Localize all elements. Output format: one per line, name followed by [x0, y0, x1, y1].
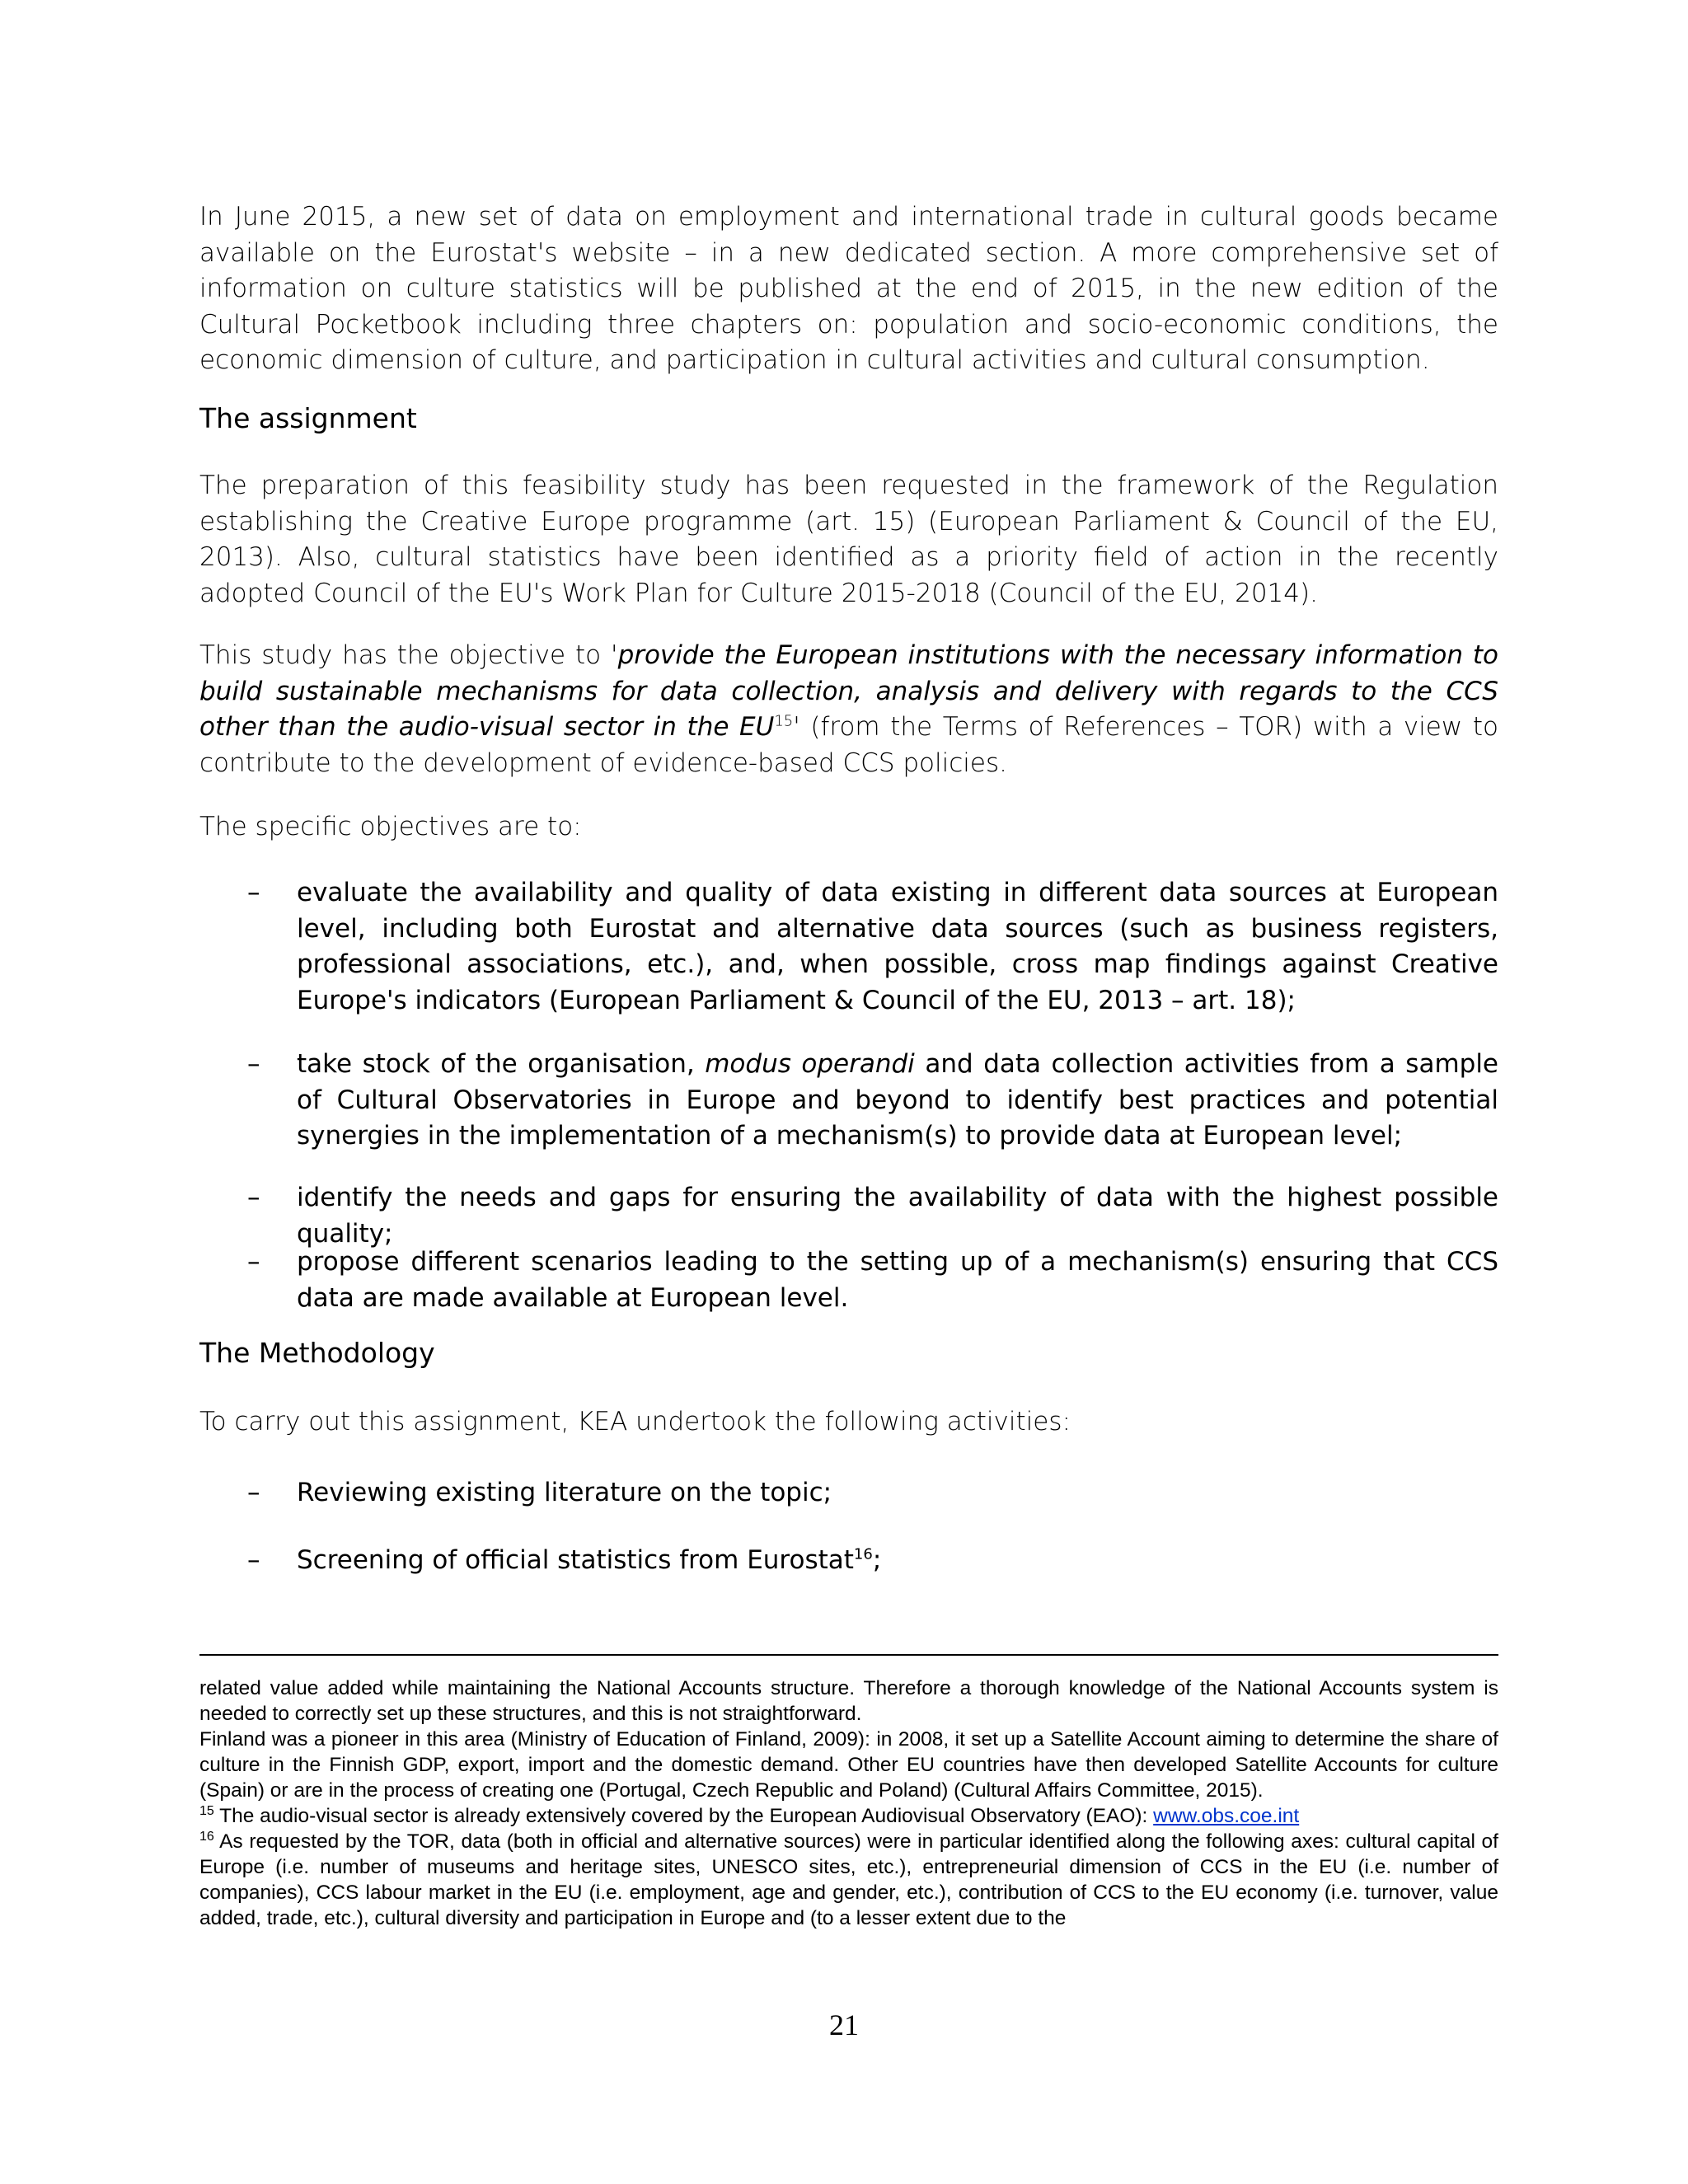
footnote-separator [199, 1654, 1498, 1656]
objective-tail: ' (from the Terms of References – TOR) with a view to contribute to the development of evidence-based CCS policies. [199, 712, 1498, 778]
footnotes [199, 1675, 1498, 1931]
intro-paragraph [199, 199, 1498, 379]
activity-text-part: Screening of official statistics from Eurostat [297, 1545, 854, 1575]
assignment-paragraph-2 [199, 638, 1498, 781]
objective-text: propose different scenarios leading to the setting up of a mechanism(s) ensuring that CCS data are made available at European level. [297, 1247, 1498, 1313]
footnote-15 [199, 1803, 1498, 1829]
footnote-text: As requested by the TOR, data (both in official and alternative sources) were in particular identified along the following axes: cultural capital of Europe (i.e. number of museums and heritage sites, UNESCO sites, etc.), entrepreneurial dimension of CCS in the EU (i.e. number of companies), CCS labour market in the EU (i.e. employment, age and gender, etc.), contribution of CCS to the EU economy (i.e. turnover, value added, trade, etc.), cultural diversity and participation in Europe and (to a lesser extent due to the [199, 1830, 1498, 1929]
intro-text: In June 2015, a new set of data on employment and international trade in cultural goods became available on the Eurostat's website – in a new dedicated section. A more comprehensive set of information on culture statistics will be published at the end of 2015, in the new edition of the Cultural Pocketbook including three chapters on: population and socio-economic conditions, the economic dimension of culture, and participation in cultural activities and cultural consumption. [199, 202, 1498, 375]
objective-item [199, 1180, 1498, 1252]
activity-item [199, 1543, 1498, 1579]
dash-bullet: – [247, 1183, 260, 1212]
dash-bullet: – [247, 1049, 260, 1079]
footnote-ref-16[interactable]: 16 [853, 1545, 873, 1563]
objective-lead: This study has the objective to ' [199, 640, 618, 670]
assignment-text-2 [199, 638, 1498, 781]
objective-text-part: and data collection activities from a sample of Cultural Observatories in Europe and beyond to identify best practices and potential synergies in the implementation of a mechanism(s) to provide data at European level; [297, 1049, 1499, 1151]
activity-text: Reviewing existing literature on the topic; [297, 1478, 832, 1507]
assignment-paragraph-1 [199, 468, 1498, 612]
footnote-16 [199, 1829, 1498, 1931]
objective-text: identify the needs and gaps for ensuring the availability of data with the highest possible quality; [297, 1183, 1498, 1249]
dash-bullet: – [247, 1478, 260, 1507]
objective-item [199, 1047, 1498, 1155]
objective-text [297, 1047, 1498, 1155]
methodology-heading: The Methodology [199, 1337, 435, 1369]
objectives-intro: The specific objectives are to: [199, 812, 582, 841]
page-number: 21 [829, 2008, 859, 2041]
footnote-continued: Finland was a pioneer in this area (Ministry of Education of Finland, 2009): in 2008, it set up a Satellite Account aiming to determine the share of culture in the Finnish GDP, export, import and the domestic demand. Other EU countries have then developed Satellite Accounts for culture (Spain) or are in the process of creating one (Portugal, Czech Republic and Poland) (Cultural Affairs Committee, 2015). [199, 1728, 1498, 1802]
activity-text [297, 1543, 1498, 1579]
footnote-continued: related value added while maintaining the National Accounts structure. Therefore a thorough knowledge of the National Accounts system is needed to correctly set up these structures, and this is not straightforward. [199, 1677, 1498, 1725]
objective-italic-term: modus operandi [705, 1049, 915, 1079]
activity-item [199, 1475, 1498, 1511]
assignment-heading: The assignment [199, 402, 417, 434]
dash-bullet: – [247, 1545, 260, 1575]
footnote-number: 15 [199, 1803, 214, 1818]
objective-text: evaluate the availability and quality of data existing in different data sources at European level, including both Eurostat and alternative data sources (such as business registers, professional associations, etc.), and, when possible, cross map findings against Creative Europe's indicators (European Parliament & Council of the EU, 2013 – art. 18); [297, 878, 1498, 1015]
activity-text-part: ; [872, 1545, 882, 1575]
objective-quote: provide the European institutions with the necessary information to build sustainable mechanisms for data collection, analysis and delivery with regards to the CCS other than the audio-visual sector in the EU [199, 640, 1498, 742]
objective-text-part: take stock of the organisation, [297, 1049, 706, 1079]
assignment-text-1: The preparation of this feasibility study has been requested in the framework of the Regulation establishing the Creative Europe programme (art. 15) (European Parliament & Council of the EU, 2013). Also, cultural statistics have been identified as a priority field of action in the recently adopted Council of the EU's Work Plan for Culture 2015-2018 (Council of the EU, 2014). [199, 471, 1498, 608]
footnote-text: The audio-visual sector is already extensively covered by the European Audiovisual Observatory (EAO): [213, 1805, 1154, 1827]
footnote-ref-15[interactable]: 15 [774, 712, 794, 730]
dash-bullet: – [247, 878, 260, 907]
objective-item [199, 875, 1498, 1019]
obs-link[interactable]: www.obs.coe.int [1153, 1805, 1300, 1827]
dash-bullet: – [247, 1247, 260, 1277]
footnote-number: 16 [199, 1829, 214, 1844]
methodology-intro: To carry out this assignment, KEA undertook the following activities: [199, 1407, 1071, 1436]
objective-item [199, 1244, 1498, 1316]
